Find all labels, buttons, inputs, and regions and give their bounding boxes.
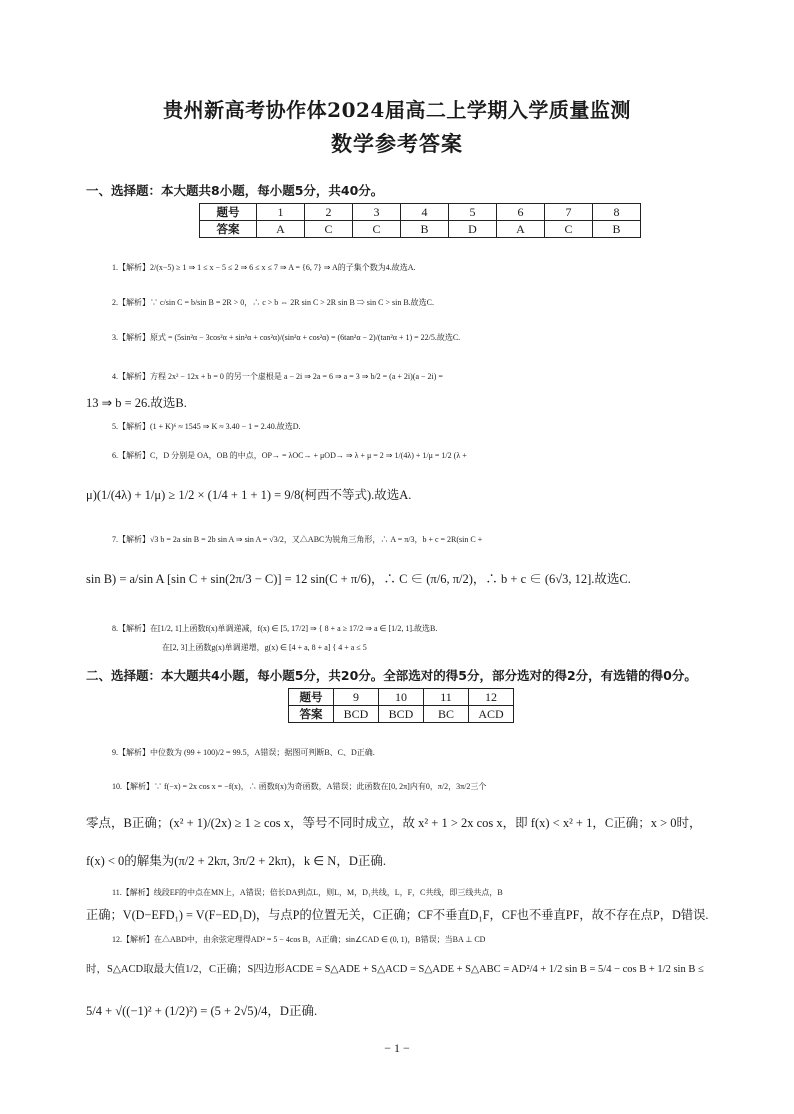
solution-q3: 3.【解析】原式 = (5sin²α − 3cos²α + sin²α + cos²α)/(sin²α + cos²α) = (6tan²α − 2)/(tan²α + 1) = 22/5.故选C. — [112, 333, 461, 342]
table-cell: 7 — [545, 204, 593, 221]
table-row — [289, 706, 514, 723]
table-cell: B — [593, 221, 641, 238]
table-cell: A — [257, 221, 305, 238]
table-cell: 5 — [449, 204, 497, 221]
table-cell: 11 — [424, 689, 469, 706]
table-cell: 12 — [469, 689, 514, 706]
solution-q12-line2: 时，S△ACD取最大值1/2，C正确；S四边形ACDE = S△ADE + S△ACD = S△ADE + S△ABC = AD²/4 + 1/2 sin B = 5/4 − cos B + 1/2 sin B ≤ — [86, 964, 704, 975]
solution-q12-line3: 5/4 + √((−1)² + (1/2)²) = (5 + 2√5)/4，D正确. — [86, 1004, 318, 1018]
solution-q10-line3: f(x) < 0的解集为(π/2 + 2kπ, 3π/2 + 2kπ)，k ∈ N，D正确. — [86, 854, 386, 868]
table-cell: 3 — [353, 204, 401, 221]
page-title: 贵州新高考协作体2024届高二上学期入学质量监测 — [163, 98, 631, 122]
solution-q9: 9.【解析】中位数为 (99 + 100)/2 = 99.5，A错误；据图可判断B、C、D正确. — [112, 748, 375, 757]
table-cell: D — [449, 221, 497, 238]
page-number: − 1 − — [384, 1041, 410, 1055]
solution-q11-line1: 11.【解析】线段EF的中点在MN上，A错误；倍长DA到点L，则L，M，D₁共线，L，F，C共线，即三线共点，B — [112, 888, 503, 897]
table-row — [289, 689, 514, 706]
table-cell: 10 — [379, 689, 424, 706]
table-cell: 答案 — [289, 706, 334, 723]
solution-q7-line2: sin B) = a/sin A [sin C + sin(2π/3 − C)] = 12 sin(C + π/6)，∴ C ∈ (π/6, π/2)，∴ b + c ∈ (6√3, 12].故选C. — [86, 572, 631, 586]
solution-q8-line1: 8.【解析】在[1/2, 1]上函数f(x)单调递减，f(x) ∈ [5, 17/2] ⇒ { 8 + a ≥ 17/2 ⇒ a ∈ [1/2, 1].故选B. — [112, 624, 438, 633]
table-cell: C — [545, 221, 593, 238]
solution-q5: 5.【解析】(1 + K)⁶ ≈ 1545 ⇒ K ≈ 3.40 − 1 = 2.40.故选D. — [112, 422, 301, 431]
table-cell: 题号 — [200, 204, 257, 221]
table-cell: 4 — [401, 204, 449, 221]
table-cell: 1 — [257, 204, 305, 221]
solution-q1: 1.【解析】2/(x−5) ≥ 1 ⇒ 1 ≤ x − 5 ≤ 2 ⇒ 6 ≤ x ≤ 7 ⇒ A = {6, 7} ⇒ A的子集个数为4.故选A. — [112, 263, 416, 272]
solution-q4-line1: 4.【解析】方程 2x² − 12x + b = 0 的另一个虚根是 a − 2i ⇒ 2a = 6 ⇒ a = 3 ⇒ b/2 = (a + 2i)(a − 2i) = — [112, 372, 443, 381]
solution-q10-line2: 零点，B正确；(x² + 1)/(2x) ≥ 1 ≥ cos x，等号不同时成立，故 x² + 1 > 2x cos x，即 f(x) < x² + 1，C正确；x > 0时， — [86, 816, 702, 830]
table-cell: C — [305, 221, 353, 238]
table-cell: B — [401, 221, 449, 238]
table-row — [200, 204, 641, 221]
section-2-answer-table — [288, 688, 514, 723]
solution-q8-line2: 在[2, 3]上函数g(x)单调递增，g(x) ∈ [4 + a, 8 + a] { 4 + a ≤ 5 — [162, 643, 367, 652]
solution-q12-line1: 12.【解析】在△ABD中，由余弦定理得AD² = 5 − 4cos B，A正确；sin∠CAD ∈ (0, 1)，B错误；当BA ⊥ CD — [112, 935, 486, 944]
table-cell: BC — [424, 706, 469, 723]
table-cell: C — [353, 221, 401, 238]
section-2-heading: 二、选择题：本大题共4小题，每小题5分，共20分。全部选对的得5分，部分选对的得2分，有选错的得0分。 — [86, 668, 697, 683]
section-1-answer-table — [199, 203, 641, 238]
table-cell: ACD — [469, 706, 514, 723]
table-cell: A — [497, 221, 545, 238]
solution-q10-line1: 10.【解析】∵ f(−x) = 2x cos x = −f(x)，∴ 函数f(x)为奇函数，A错误；此函数在[0, 2π]内有0，π/2，3π/2三个 — [112, 782, 487, 791]
table-cell: 6 — [497, 204, 545, 221]
table-cell: BCD — [334, 706, 379, 723]
page-subtitle: 数学参考答案 — [331, 131, 463, 156]
solution-q6-line2: μ)(1/(4λ) + 1/μ) ≥ 1/2 × (1/4 + 1 + 1) = 9/8(柯西不等式).故选A. — [86, 488, 412, 502]
table-cell: 9 — [334, 689, 379, 706]
solution-q4-line2: 13 ⇒ b = 26.故选B. — [86, 396, 187, 410]
solution-q11-line2: 正确；V(D−EFD₁) = V(F−ED₁D)，与点P的位置无关，C正确；CF不垂直D₁F，CF也不垂直PF，故不存在点P，D错误. — [86, 908, 709, 922]
solution-q6-line1: 6.【解析】C，D 分别是 OA，OB 的中点，OP→ = λOC→ + μOD→ ⇒ λ + μ = 2 ⇒ 1/(4λ) + 1/μ = 1/2 (λ + — [112, 451, 467, 460]
solution-q7-line1: 7.【解析】√3 b = 2a sin B = 2b sin A ⇒ sin A = √3/2，又△ABC为锐角三角形，∴ A = π/3，b + c = 2R(sin C + — [112, 535, 483, 544]
table-cell: 8 — [593, 204, 641, 221]
table-cell: 答案 — [200, 221, 257, 238]
solution-q2: 2.【解析】∵ c/sin C = b/sin B = 2R > 0，∴ c > b ⇔ 2R sin C > 2R sin B ⇒ sin C > sin B.故选C. — [112, 298, 434, 307]
section-1-heading: 一、选择题：本大题共8小题，每小题5分，共40分。 — [86, 183, 384, 198]
table-cell: 题号 — [289, 689, 334, 706]
table-cell: BCD — [379, 706, 424, 723]
table-cell: 2 — [305, 204, 353, 221]
table-row — [200, 221, 641, 238]
